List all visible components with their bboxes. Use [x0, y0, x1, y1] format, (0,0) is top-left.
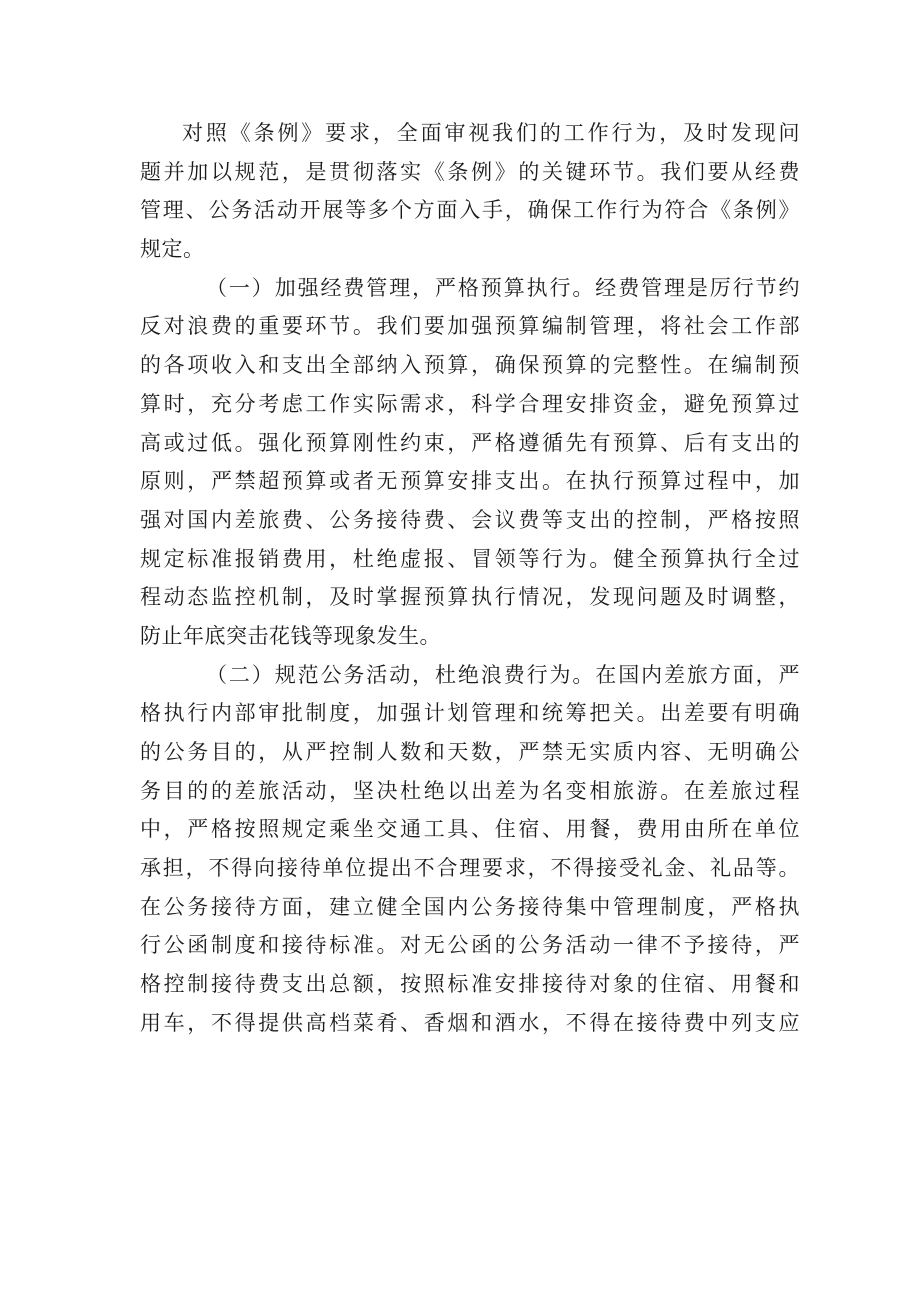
- paragraph-line: 防止年底突击花钱等现象发生。: [140, 623, 441, 648]
- paragraph-line: 行公函制度和接待标准。对无公函的公务活动一律不予接待，严: [140, 933, 800, 958]
- paragraph-line: 承担，不得向接待单位提出不合理要求，不得接受礼金、礼品等。: [140, 856, 800, 881]
- paragraph-line: 管理、公务活动开展等多个方面入手，确保工作行为符合《条例》: [140, 198, 800, 223]
- paragraph-line: 原则，严禁超预算或者无预算安排支出。在执行预算过程中，加: [140, 469, 800, 494]
- section-heading-line: （二）规范公务活动，杜绝浪费行为。在国内差旅方面，严: [206, 662, 800, 687]
- paragraph-line: 的公务目的，从严控制人数和天数，严禁无实质内容、无明确公: [140, 740, 800, 764]
- document-body: [140, 114, 800, 1043]
- paragraph-line: 强对国内差旅费、公务接待费、会议费等支出的控制，严格按照: [140, 507, 800, 532]
- paragraph-line: 用车，不得提供高档菜肴、香烟和酒水，不得在接待费中列支应: [140, 1010, 800, 1035]
- paragraph-line: 算时，充分考虑工作实际需求，科学合理安排资金，避免预算过: [140, 391, 800, 416]
- paragraph-line: 格执行内部审批制度，加强计划管理和统筹把关。出差要有明确: [140, 701, 800, 726]
- paragraph-line: 务目的的差旅活动，坚决杜绝以出差为名变相旅游。在差旅过程: [140, 778, 800, 803]
- paragraph-line: 题并加以规范，是贯彻落实《条例》的关键环节。我们要从经费: [140, 159, 800, 184]
- section-heading-line: （一）加强经费管理，严格预算执行。经费管理是厉行节约: [206, 275, 800, 300]
- paragraph-line: 高或过低。强化预算刚性约束，严格遵循先有预算、后有支出的: [140, 430, 800, 455]
- paragraph-line: 反对浪费的重要环节。我们要加强预算编制管理，将社会工作部: [140, 314, 800, 339]
- paragraph-line: 程动态监控机制，及时掌握预算执行情况，发现问题及时调整，: [140, 585, 800, 610]
- paragraph-line: 的各项收入和支出全部纳入预算，确保预算的完整性。在编制预: [140, 353, 800, 378]
- paragraph-line: 规定标准报销费用，杜绝虚报、冒领等行为。健全预算执行全过: [140, 546, 800, 571]
- paragraph-line: 对照《条例》要求，全面审视我们的工作行为，及时发现问: [182, 121, 800, 145]
- paragraph-line: 中，严格按照规定乘坐交通工具、住宿、用餐，费用由所在单位: [140, 817, 800, 842]
- paragraph-line: 在公务接待方面，建立健全国内公务接待集中管理制度，严格执: [140, 894, 800, 919]
- paragraph-line: 规定。: [140, 237, 205, 262]
- paragraph-line: 格控制接待费支出总额，按照标准安排接待对象的住宿、用餐和: [140, 972, 800, 997]
